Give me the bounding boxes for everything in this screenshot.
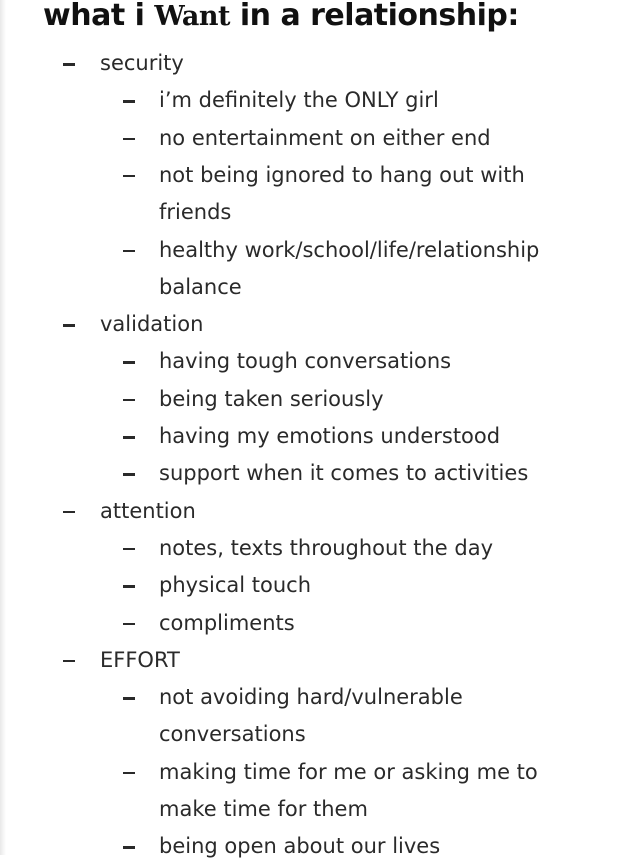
list-item-continuation: balance — [159, 274, 242, 299]
list-item: i’m definitely the ONLY girl — [159, 88, 439, 113]
item-bullet-dash — [123, 175, 135, 178]
list-item: no entertainment on either end — [159, 125, 491, 150]
item-bullet-dash — [123, 772, 135, 775]
title-suffix: in a relationship: — [229, 0, 519, 33]
list-item: healthy work/school/life/relationship — [159, 237, 540, 262]
item-bullet-dash — [123, 361, 135, 364]
list-item: having tough conversations — [159, 349, 452, 374]
item-bullet-dash — [123, 473, 135, 476]
list-item: making time for me or asking me to — [159, 759, 538, 784]
list-item: being taken seriously — [159, 386, 384, 411]
section-heading: EFFORT — [100, 647, 180, 672]
item-bullet-dash — [123, 623, 135, 626]
title-prefix: what i — [43, 0, 155, 33]
item-bullet-dash — [123, 138, 135, 141]
item-bullet-dash — [123, 548, 135, 551]
list-item-continuation: make time for them — [159, 797, 368, 821]
list-item: not being ignored to hang out with — [159, 162, 525, 187]
list-item: compliments — [159, 610, 295, 635]
item-bullet-dash — [123, 846, 135, 849]
item-bullet-dash — [123, 436, 135, 439]
item-bullet-dash — [123, 697, 135, 700]
list-item: support when it comes to activities — [159, 461, 529, 486]
section-heading: security — [100, 51, 184, 75]
list-item: being open about our lives — [159, 834, 441, 859]
section-heading: attention — [100, 498, 196, 523]
list-item: notes, texts throughout the day — [159, 535, 494, 560]
list-item: not avoiding hard/vulnerable — [159, 685, 463, 710]
list-item: physical touch — [159, 573, 312, 598]
list-item-continuation: friends — [159, 200, 232, 225]
section-bullet-dash — [63, 511, 75, 514]
list-item: having my emotions understood — [159, 424, 501, 448]
section-heading: validation — [100, 312, 204, 337]
item-bullet-dash — [123, 585, 135, 588]
item-bullet-dash — [123, 399, 135, 402]
item-bullet-dash — [123, 100, 135, 103]
item-bullet-dash — [123, 250, 135, 253]
section-bullet-dash — [63, 660, 75, 663]
title-emphasis-word: Want — [154, 1, 230, 32]
section-bullet-dash — [63, 63, 75, 66]
section-bullet-dash — [63, 324, 75, 327]
list-item-continuation: conversations — [159, 722, 306, 747]
